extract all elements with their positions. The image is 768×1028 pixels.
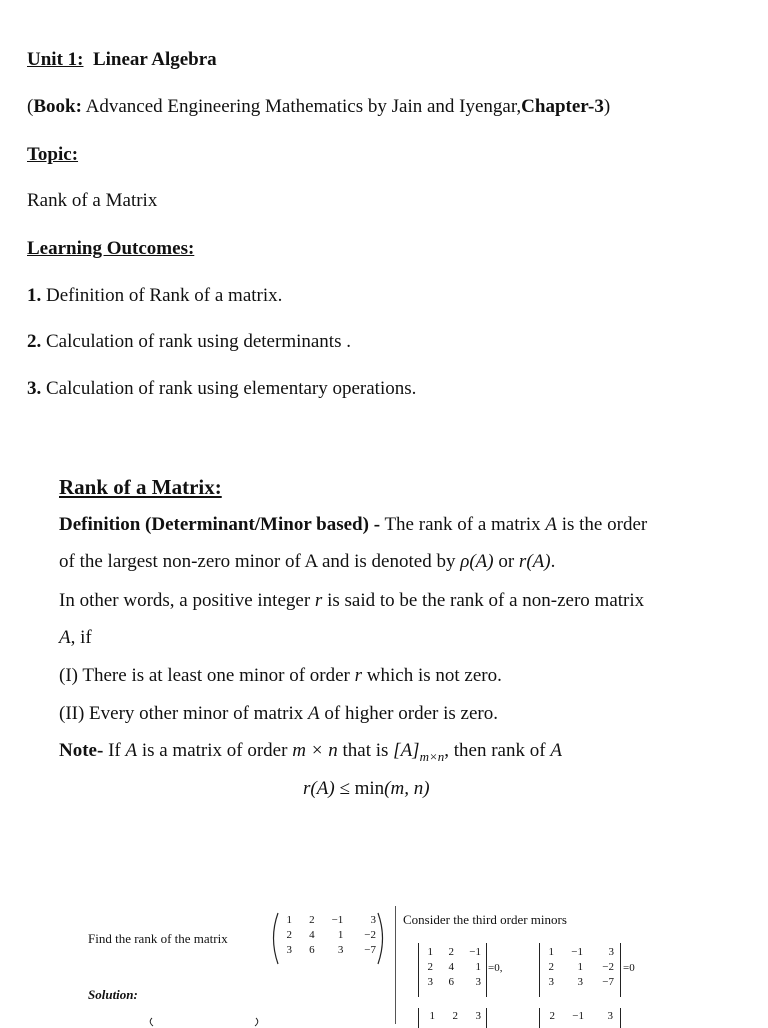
minor-cell: −1 (572, 1010, 584, 1022)
matrix-cell: 1 (286, 914, 292, 926)
minor-cell: 3 (475, 1010, 481, 1022)
matrix-cell: 1 (337, 929, 344, 941)
definition-label: Definition (Determinant/Minor based) - (59, 514, 381, 535)
minor-cell: 3 (608, 946, 614, 958)
unit-label: Unit 1: (27, 49, 84, 70)
outcome-number: 2. (27, 331, 42, 352)
other-words-line-2 (59, 626, 92, 650)
body-text: In other words, a positive integer (59, 590, 315, 611)
section-heading: Rank of a Matrix: (59, 475, 222, 499)
matrix-cell: 6 (309, 944, 315, 956)
determinant-bar (418, 943, 419, 997)
definition-line-1 (59, 513, 647, 537)
matrix-cell: 4 (309, 929, 315, 941)
rank-formula (303, 777, 430, 801)
definition-text: or (493, 551, 519, 572)
matrix-cell: −1 (331, 914, 344, 926)
other-words-line-1 (59, 589, 644, 613)
minor-result: =0 (623, 962, 635, 974)
determinant-bar (418, 1008, 419, 1028)
minor-cell: 2 (427, 961, 433, 973)
outcomes-label: Learning Outcomes: (27, 238, 195, 259)
condition-1 (59, 664, 502, 688)
body-text: , then rank of (444, 740, 551, 761)
book-text: Advanced Engineering Mathematics by Jain and Iyengar, (81, 96, 522, 117)
book-chapter: Chapter-3 (521, 96, 604, 117)
minor-cell: 2 (452, 1010, 458, 1022)
body-text: (I) There is at least one minor of order (59, 665, 355, 686)
formula-args: (m, n) (384, 778, 430, 799)
math-order: m × n (292, 740, 338, 761)
minor-cell: 1 (548, 946, 554, 958)
outcome-text: Definition of Rank of a matrix. (41, 285, 283, 306)
determinant-bar (539, 1008, 540, 1028)
minor-cell: 3 (475, 976, 481, 988)
matrix-cell: −2 (364, 929, 376, 941)
condition-2 (59, 702, 498, 726)
matrix-cell: 3 (286, 944, 292, 956)
determinant-bar (620, 1008, 621, 1028)
outcome-item (27, 330, 351, 354)
book-close-paren: ) (603, 96, 611, 117)
minor-cell: 1 (427, 946, 433, 958)
formula-min: min (354, 778, 385, 799)
minor-cell: 3 (577, 976, 583, 988)
math-r: r(A) (518, 551, 551, 572)
minor-cell: −7 (602, 976, 614, 988)
matrix-cell: 3 (337, 944, 344, 956)
outcome-text: Calculation of rank using elementary operations. (41, 378, 417, 399)
determinant-bar (620, 943, 621, 997)
book-line (27, 95, 610, 119)
determinant-bar (539, 943, 540, 997)
outcome-number: 1. (27, 285, 42, 306)
minor-cell: 6 (448, 976, 454, 988)
minor-cell: −1 (571, 946, 583, 958)
note-line (59, 739, 562, 769)
body-text: If (103, 740, 126, 761)
outcome-item (27, 284, 282, 308)
math-var: A (550, 740, 562, 761)
minor-determinant-2 (544, 945, 614, 990)
body-text: of higher order is zero. (319, 703, 498, 724)
minor-cell: 3 (427, 976, 433, 988)
minor-cell: 1 (577, 961, 583, 973)
minor-determinant-3 (425, 1009, 481, 1024)
minor-cell: −1 (469, 946, 481, 958)
book-open-paren: ( (27, 96, 34, 117)
consider-text: Consider the third order minors (403, 912, 567, 927)
topic-label: Topic: (27, 144, 79, 165)
minor-cell: 3 (607, 1010, 613, 1022)
math-bracket: [A] (393, 740, 420, 761)
minor-cell: 1 (429, 1010, 435, 1022)
body-text: that is (337, 740, 394, 761)
example-question: Find the rank of the matrix (88, 931, 228, 946)
math-var: A (545, 514, 557, 535)
matrix-parentheses-partial (145, 1016, 285, 1026)
minor-cell: 3 (548, 976, 554, 988)
formula-lhs: r(A) ≤ (303, 778, 355, 799)
body-text: which is not zero. (362, 665, 502, 686)
book-label: Book: (33, 96, 82, 117)
definition-line-2 (59, 550, 555, 574)
minor-determinant-1 (423, 945, 481, 990)
matrix-cell: 2 (286, 929, 292, 941)
determinant-bar (486, 943, 487, 997)
body-text: is said to be the rank of a non-zero matrix (322, 590, 645, 611)
minor-cell: 2 (448, 946, 454, 958)
note-label: Note- (59, 740, 104, 761)
math-var: A (59, 627, 71, 648)
minor-cell: 2 (549, 1010, 555, 1022)
matrix-cell: 2 (309, 914, 315, 926)
outcome-number: 3. (27, 378, 42, 399)
definition-text: The rank of a matrix (380, 514, 546, 535)
body-text: (II) Every other minor of matrix (59, 703, 309, 724)
minor-result: =0, (488, 962, 503, 974)
minor-cell: 4 (448, 961, 454, 973)
topic-text: Rank of a Matrix (27, 190, 158, 211)
math-var: A (125, 740, 138, 761)
solution-label: Solution: (88, 987, 138, 1002)
unit-title: Linear Algebra (92, 49, 217, 70)
math-rho: ρ(A) (460, 551, 494, 572)
math-var: r (314, 590, 323, 611)
math-var: r (354, 665, 363, 686)
minor-cell: 2 (548, 961, 554, 973)
math-var: A (308, 703, 320, 724)
minor-determinant-4 (545, 1009, 613, 1024)
matrix-cell: −7 (364, 944, 376, 956)
matrix-cell: 3 (370, 914, 376, 926)
column-divider (395, 906, 396, 1024)
unit-heading (27, 48, 217, 72)
math-subscript: m×n (419, 748, 445, 764)
definition-text: of the largest non-zero minor of A and is denoted by (59, 551, 461, 572)
example-matrix (280, 913, 376, 958)
minor-cell: 1 (475, 961, 481, 973)
definition-text: is the order (556, 514, 648, 535)
determinant-bar (486, 1008, 487, 1028)
minor-cell: −2 (602, 961, 614, 973)
definition-text: . (550, 551, 556, 572)
body-text: is a matrix of order (137, 740, 293, 761)
outcome-text: Calculation of rank using determinants . (41, 331, 351, 352)
outcome-item (27, 377, 416, 401)
body-text: , if (70, 627, 92, 648)
